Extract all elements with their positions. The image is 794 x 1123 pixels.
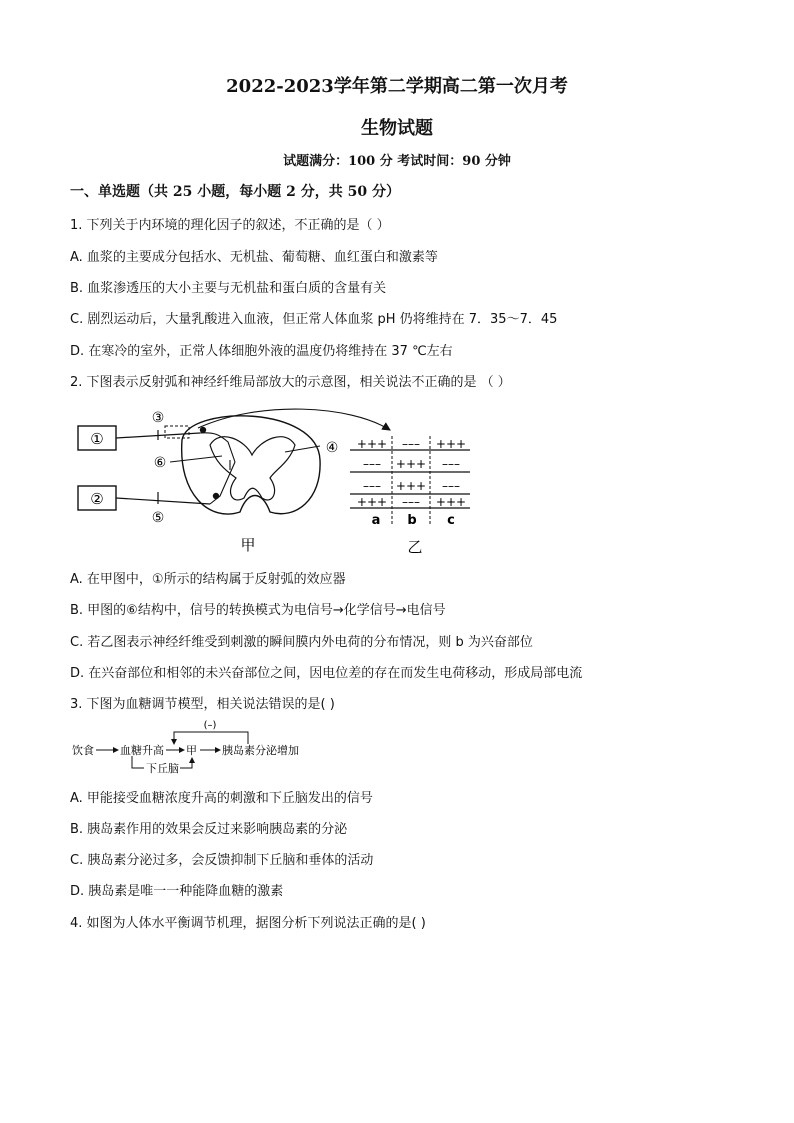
q3-option-d: D. 胰岛素是唯一一种能降血糖的激素 — [70, 884, 284, 899]
feedback-label: (–) — [203, 720, 217, 731]
reflex-arc-figure — [70, 400, 490, 560]
q1-stem: 1. 下列关于内环境的理化因子的叙述，不正确的是（ ） — [70, 218, 390, 233]
exam-subtitle: 生物试题 — [361, 118, 433, 139]
charge-r2-a: ––– — [363, 457, 381, 471]
charge-r3-a: ––– — [363, 479, 381, 493]
q2-option-d: D. 在兴奋部位和相邻的未兴奋部位之间，因电位差的存在而发生电荷移动，形成局部电流 — [70, 666, 583, 681]
q1-option-d: D. 在寒冷的室外，正常人体细胞外液的温度仍将维持在 37 ℃左右 — [70, 344, 453, 359]
q2-option-b: B. 甲图的⑥结构中，信号的转换模式为电信号→化学信号→电信号 — [70, 603, 446, 618]
col-label-c: c — [447, 513, 455, 528]
charge-r4-b: ––– — [402, 495, 420, 509]
exam-meta: 试题满分：100 分 考试时间：90 分钟 — [283, 154, 511, 169]
label-3: ③ — [151, 410, 165, 426]
label-6: ⑥ — [153, 455, 167, 471]
label-1: ① — [90, 430, 104, 448]
q1-option-b: B. 血浆渗透压的大小主要与无机盐和蛋白质的含量有关 — [70, 281, 387, 296]
charge-r4-c: +++ — [435, 495, 467, 509]
label-2: ② — [90, 490, 104, 508]
node-insulin: 胰岛素分泌增加 — [222, 744, 299, 757]
charge-r1-a: +++ — [356, 437, 388, 451]
node-food: 饮食 — [72, 744, 94, 757]
q1-option-c: C. 剧烈运动后，大量乳酸进入血液，但正常人体血浆 pH 仍将维持在 7．35～7．45 — [70, 312, 558, 327]
section-heading: 一、单选题（共 25 小题，每小题 2 分，共 50 分） — [70, 184, 400, 200]
q3-option-c: C. 胰岛素分泌过多，会反馈抑制下丘脑和垂体的活动 — [70, 853, 374, 868]
q3-option-a: A. 甲能接受血糖浓度升高的刺激和下丘脑发出的信号 — [70, 791, 373, 806]
q2-stem: 2. 下图表示反射弧和神经纤维局部放大的示意图，相关说法不正确的是 （ ） — [70, 375, 511, 390]
charge-r1-c: +++ — [435, 437, 467, 451]
q1-option-a: A. 血浆的主要成分包括水、无机盐、葡萄糖、血红蛋白和激素等 — [70, 250, 438, 265]
q2-option-c: C. 若乙图表示神经纤维受到刺激的瞬间膜内外电荷的分布情况，则 b 为兴奋部位 — [70, 635, 533, 650]
col-label-b: b — [407, 513, 417, 528]
node-glucose: 血糖升高 — [120, 744, 164, 757]
figure-label-yi: 乙 — [407, 538, 423, 556]
charge-r3-b: +++ — [395, 479, 427, 493]
node-hypothalamus: 下丘脑 — [146, 762, 179, 775]
charge-r2-b: +++ — [395, 457, 427, 471]
figure-label-jia: 甲 — [240, 536, 256, 554]
charge-r1-b: ––– — [402, 437, 420, 451]
charge-r2-c: ––– — [442, 457, 460, 471]
col-label-a: a — [371, 513, 381, 528]
q3-option-b: B. 胰岛素作用的效果会反过来影响胰岛素的分泌 — [70, 822, 348, 837]
charge-r4-a: +++ — [356, 495, 388, 509]
q4-stem: 4. 如图为人体水平衡调节机理，据图分析下列说法正确的是( ) — [70, 916, 426, 931]
q3-stem: 3. 下图为血糖调节模型，相关说法错误的是( ) — [70, 697, 335, 712]
q2-option-a: A. 在甲图中，①所示的结构属于反射弧的效应器 — [70, 572, 346, 587]
glucose-regulation-figure — [70, 718, 310, 780]
label-5: ⑤ — [151, 510, 165, 526]
exam-title: 2022-2023学年第二学期高二第一次月考 — [226, 76, 568, 97]
node-jia: 甲 — [186, 744, 197, 757]
charge-r3-c: ––– — [442, 479, 460, 493]
label-4: ④ — [325, 440, 339, 456]
